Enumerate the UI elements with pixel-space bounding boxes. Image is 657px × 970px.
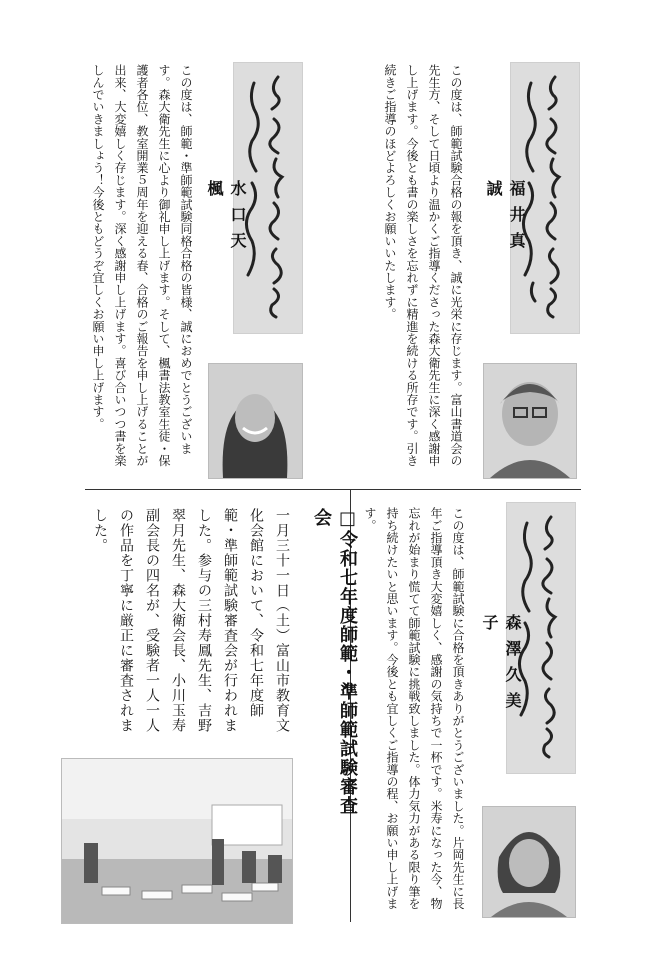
name-fukui: 福井真誠 [484,180,526,258]
name-morisawa: 森澤久美子 [480,614,522,718]
text-mizuguchi: この度は、師範・準師範試験同格合格の皆様、誠におめでとうございます。森大衛先生に心より御礼申し上げます。そして、楓書法教室生徒・保護者各位、教室開業５周年を迎える春、合格のご報告を申し上げることが出来、大変嬉しく存じます。深く感謝申し上げます。喜び合いつつ書を楽しんでいきましょう！今後ともどうぞ宜しくお願い申し上げます。 [91,64,193,467]
text-report: 一月三十一日（土）富山市教育文化会館において、令和七年度師範・準師範試験審査会が行われました。参与の三村寿鳳先生、吉野翠月先生、森大衛会長、小川玉寿副会長の四名が、受験者一人一人の作品を丁寧に厳正に審査されました。 [92,508,290,733]
photo-morisawa [482,806,576,918]
text-fukui: この度は、師範試験合格の報を頂き、誠に光栄に存じます。富山書道会の先生方、そして日頃より温かくご指導くださった森大衛先生に深く感謝申し上げます。今後とも書の楽しさを忘れずに精進を続ける所存です。引き続きご指導のほどよろしくお願いいたします。 [383,64,463,467]
text-morisawa: この度は、師範試験に合格を頂きありがとうございました。片岡先生に長年ご指導頂き大変嬉しく、感謝の気持ちで一杯です。米寿になった今、物忘れが始まり慌てて師範試験に挑戦致しました。体力気力がある限り筆を持ち続けたいと思います。今後とも宜しくご指導の程、お願い申し上げます。 [363,507,465,910]
name-mizuguchi: 水口天楓 [205,180,247,258]
horizontal-divider [85,489,581,490]
photo-mizuguchi [208,363,303,479]
photo-fukui [483,363,577,479]
report-title: □令和七年度師範・準師範試験審査会 [311,508,358,815]
photo-exam-hall [61,758,293,924]
